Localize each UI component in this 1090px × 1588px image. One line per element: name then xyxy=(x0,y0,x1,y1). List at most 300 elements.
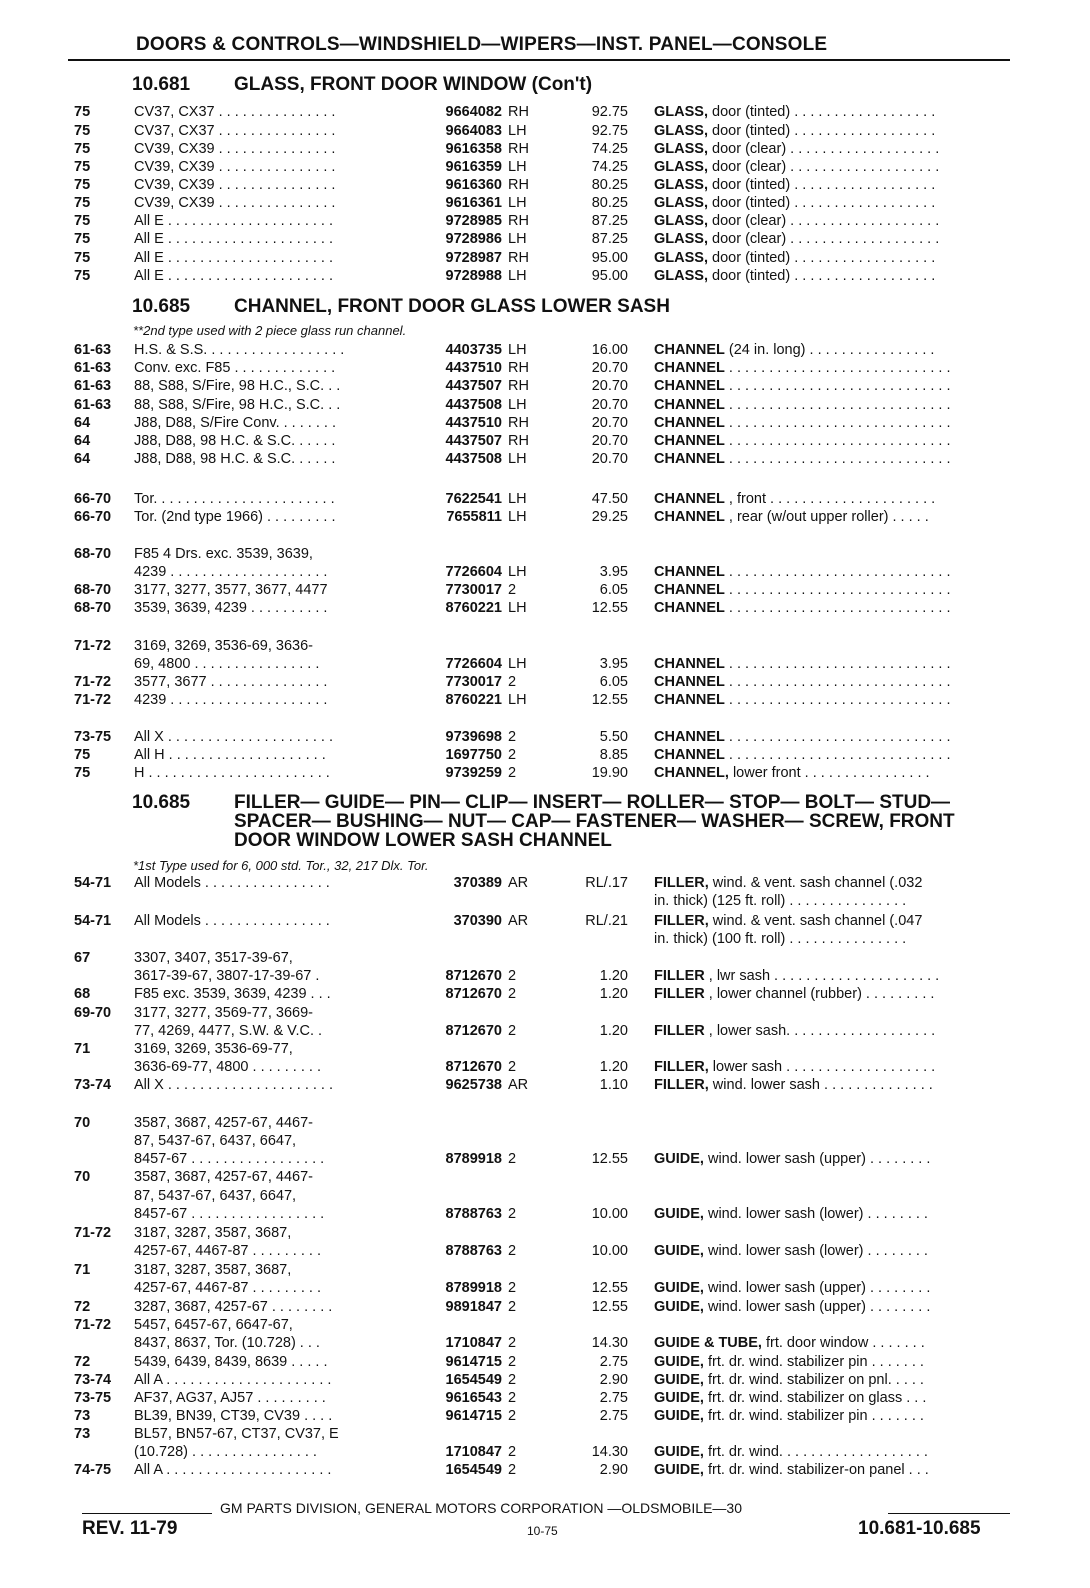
part-number-cell: 370389 xyxy=(453,875,502,891)
side-cell: 2 xyxy=(508,1299,517,1315)
part-number-cell: 9728985 xyxy=(445,213,502,229)
part-name: FILLER, xyxy=(654,913,709,929)
table-row xyxy=(0,545,1090,563)
part-name: GLASS, xyxy=(654,177,708,193)
part-number-cell: 4403735 xyxy=(445,342,502,358)
side-cell: LH xyxy=(508,231,527,247)
side-cell: 2 xyxy=(508,1243,517,1259)
model-cell: All Models . . . . . . . . . . . . . . . . xyxy=(134,875,330,891)
price-cell: 20.70 xyxy=(591,397,628,413)
table-row xyxy=(0,1279,1090,1297)
price-cell: 12.55 xyxy=(591,1280,628,1296)
part-name: CHANNEL xyxy=(654,509,725,525)
model-cell: BL39, BN39, CT39, CV39 . . . . xyxy=(134,1408,333,1424)
table-row xyxy=(0,930,1090,948)
model-cell: 8437, 8637, Tor. (10.728) . . . xyxy=(134,1335,320,1351)
table-row xyxy=(0,377,1090,395)
side-cell: 2 xyxy=(508,765,517,781)
year-cell: 61-63 xyxy=(74,360,112,376)
part-description: , lower channel (rubber) . . . . . . . . . xyxy=(704,986,935,1002)
table-row xyxy=(0,1425,1090,1443)
part-name: GUIDE, xyxy=(654,1299,704,1315)
part-description: wind. lower sash (upper) . . . . . . . . xyxy=(703,1151,931,1167)
price-cell: 12.55 xyxy=(591,1299,628,1315)
side-cell: RH xyxy=(508,360,529,376)
description-cell xyxy=(654,359,1012,377)
part-number-cell: 9664083 xyxy=(445,123,502,139)
side-cell: 2 xyxy=(508,1023,517,1039)
side-cell: 2 xyxy=(508,986,517,1002)
side-cell: LH xyxy=(508,397,527,413)
side-cell: 2 xyxy=(508,747,517,763)
price-cell: 47.50 xyxy=(591,491,628,507)
model-cell: All A . . . . . . . . . . . . . . . . . . . . . xyxy=(134,1462,332,1478)
part-description: wind. & vent. sash channel (.047 xyxy=(708,913,923,929)
part-description: wind. lower sash (upper) . . . . . . . . xyxy=(703,1299,931,1315)
table-row xyxy=(0,1187,1090,1205)
part-name: GLASS, xyxy=(654,123,708,139)
model-cell: 3187, 3287, 3587, 3687, xyxy=(134,1262,292,1278)
part-number-cell: 4437507 xyxy=(445,378,502,394)
description-cell xyxy=(654,432,1012,450)
model-cell: H.S. & S.S. . . . . . . . . . . . . . . . . . xyxy=(134,342,345,358)
side-cell: LH xyxy=(508,692,527,708)
part-name: CHANNEL xyxy=(654,433,725,449)
table-row xyxy=(0,450,1090,468)
table-row xyxy=(0,1334,1090,1352)
year-cell: 71-72 xyxy=(74,674,112,690)
description-cell xyxy=(654,892,1012,910)
part-description: . . . . . . . . . . . . . . . . . . . . . . . . . . . . xyxy=(724,582,951,598)
price-cell: 12.55 xyxy=(591,1151,628,1167)
side-cell: 2 xyxy=(508,1151,517,1167)
description-cell xyxy=(654,599,1012,617)
table-row xyxy=(0,728,1090,746)
part-description: frt. dr. wind. . . . . . . . . . . . . . . . . . . xyxy=(703,1444,928,1460)
table-row xyxy=(0,599,1090,617)
model-cell: 77, 4269, 4477, S.W. & V.C. . xyxy=(134,1023,323,1039)
part-number-cell: 7726604 xyxy=(445,656,502,672)
model-cell: CV39, CX39 . . . . . . . . . . . . . . . xyxy=(134,141,336,157)
side-cell: 2 xyxy=(508,1059,517,1075)
model-cell: Tor. (2nd type 1966) . . . . . . . . . xyxy=(134,509,336,525)
model-cell: All X . . . . . . . . . . . . . . . . . . . . . xyxy=(134,729,334,745)
price-cell: 74.25 xyxy=(591,159,628,175)
table-row xyxy=(0,341,1090,359)
price-cell: 1.20 xyxy=(599,1023,628,1039)
year-cell: 75 xyxy=(74,141,91,157)
part-number-cell: 1654549 xyxy=(445,1462,502,1478)
model-cell: All E . . . . . . . . . . . . . . . . . . . . . xyxy=(134,268,334,284)
part-number-cell: 7726604 xyxy=(445,564,502,580)
part-description: wind. & vent. sash channel (.032 xyxy=(708,875,923,891)
description-cell xyxy=(654,508,1012,526)
model-cell: 3169, 3269, 3536-69, 3636- xyxy=(134,638,313,654)
table-row xyxy=(0,1150,1090,1168)
part-description: frt. dr. wind. stabilizer-on panel . . . xyxy=(703,1462,929,1478)
price-cell: 1.20 xyxy=(599,986,628,1002)
table-row xyxy=(0,1040,1090,1058)
description-cell xyxy=(654,1407,1012,1425)
part-number-cell: 1710847 xyxy=(445,1335,502,1351)
part-number-cell: 8788763 xyxy=(445,1206,502,1222)
model-cell: 3187, 3287, 3587, 3687, xyxy=(134,1225,292,1241)
price-cell: 2.75 xyxy=(599,1354,628,1370)
year-cell: 61-63 xyxy=(74,378,112,394)
part-number-cell: 9614715 xyxy=(445,1354,502,1370)
part-name: CHANNEL xyxy=(654,360,725,376)
table-row xyxy=(0,1371,1090,1389)
price-cell: 92.75 xyxy=(591,104,628,120)
price-cell: 80.25 xyxy=(591,177,628,193)
year-cell: 75 xyxy=(74,231,91,247)
part-description: door (tinted) . . . . . . . . . . . . . . . . . . xyxy=(707,268,936,284)
side-cell: LH xyxy=(508,509,527,525)
side-cell: LH xyxy=(508,491,527,507)
part-description: . . . . . . . . . . . . . . . . . . . . . . . . . . . . xyxy=(724,433,951,449)
part-name: FILLER xyxy=(654,1023,705,1039)
description-cell xyxy=(654,1443,1012,1461)
part-number-cell: 1654549 xyxy=(445,1372,502,1388)
part-name: GUIDE, xyxy=(654,1354,704,1370)
price-cell: 1.20 xyxy=(599,1059,628,1075)
part-name: GLASS, xyxy=(654,231,708,247)
model-cell: All Models . . . . . . . . . . . . . . . . xyxy=(134,913,330,929)
page-number: 10-75 xyxy=(527,1524,558,1538)
part-name: FILLER xyxy=(654,986,705,1002)
part-number-cell: 9728987 xyxy=(445,250,502,266)
year-cell: 68-70 xyxy=(74,546,112,562)
side-cell: LH xyxy=(508,195,527,211)
price-cell: 14.30 xyxy=(591,1335,628,1351)
model-cell: 5439, 6439, 8439, 8639 . . . . . xyxy=(134,1354,328,1370)
year-cell: 71-72 xyxy=(74,1225,112,1241)
side-cell: 2 xyxy=(508,1372,517,1388)
part-description: . . . . . . . . . . . . . . . . . . . . . . . . . . . . xyxy=(724,674,951,690)
price-cell: 95.00 xyxy=(591,268,628,284)
table-row xyxy=(0,1114,1090,1132)
model-cell: 3587, 3687, 4257-67, 4467- xyxy=(134,1169,313,1185)
table-row xyxy=(0,563,1090,581)
side-cell: RH xyxy=(508,104,529,120)
year-cell: 75 xyxy=(74,159,91,175)
table-row xyxy=(0,1461,1090,1479)
part-number-cell: 4437510 xyxy=(445,415,502,431)
part-description: frt. dr. wind. stabilizer pin . . . . . . . xyxy=(703,1408,924,1424)
model-cell: 69, 4800 . . . . . . . . . . . . . . . . xyxy=(134,656,320,672)
table-row xyxy=(0,673,1090,691)
part-description: door (tinted) . . . . . . . . . . . . . . . . . . xyxy=(707,177,936,193)
section-title: GLASS, FRONT DOOR WINDOW (Con't) xyxy=(234,74,593,95)
side-cell: 2 xyxy=(508,1354,517,1370)
side-cell: LH xyxy=(508,342,527,358)
description-cell xyxy=(654,673,1012,691)
page-header: DOORS & CONTROLS—WINDSHIELD—WIPERS—INST. PANEL—CONSOLE xyxy=(136,34,828,55)
part-name: GUIDE, xyxy=(654,1372,704,1388)
description-cell xyxy=(654,1076,1012,1094)
table-row xyxy=(0,122,1090,140)
description-cell xyxy=(654,1205,1012,1223)
description-cell xyxy=(654,746,1012,764)
description-cell xyxy=(654,1461,1012,1479)
side-cell: 2 xyxy=(508,1335,517,1351)
description-cell xyxy=(654,212,1012,230)
part-number-cell: 9739698 xyxy=(445,729,502,745)
part-description: , lwr sash . . . . . . . . . . . . . . . . . . . . . xyxy=(704,968,940,984)
model-cell: 8457-67 . . . . . . . . . . . . . . . . . xyxy=(134,1206,325,1222)
side-cell: LH xyxy=(508,656,527,672)
model-cell: 3617-39-67, 3807-17-39-67 . xyxy=(134,968,320,984)
table-row xyxy=(0,874,1090,892)
table-row xyxy=(0,508,1090,526)
price-cell: 3.95 xyxy=(599,656,628,672)
side-cell: 2 xyxy=(508,582,517,598)
part-name: CHANNEL xyxy=(654,747,725,763)
price-cell: 19.90 xyxy=(591,765,628,781)
description-cell xyxy=(654,194,1012,212)
side-cell: RH xyxy=(508,433,529,449)
part-description: . . . . . . . . . . . . . . . . . . . . . . . . . . . . xyxy=(724,378,951,394)
year-cell: 68-70 xyxy=(74,582,112,598)
model-cell: Conv. exc. F85 . . . . . . . . . . . . . xyxy=(134,360,336,376)
description-cell xyxy=(654,563,1012,581)
price-cell: 16.00 xyxy=(591,342,628,358)
side-cell: 2 xyxy=(508,674,517,690)
part-description: frt. dr. wind. stabilizer on pnl. . . . . xyxy=(703,1372,924,1388)
table-row xyxy=(0,432,1090,450)
table-row xyxy=(0,1224,1090,1242)
side-cell: LH xyxy=(508,268,527,284)
table-row xyxy=(0,1407,1090,1425)
description-cell xyxy=(654,655,1012,673)
part-name: FILLER, xyxy=(654,875,709,891)
year-cell: 61-63 xyxy=(74,342,112,358)
description-cell xyxy=(654,1022,1012,1040)
table-row xyxy=(0,1022,1090,1040)
description-cell xyxy=(654,158,1012,176)
part-number-cell: 1710847 xyxy=(445,1444,502,1460)
year-cell: 67 xyxy=(74,950,91,966)
part-description: . . . . . . . . . . . . . . . . . . . . . . . . . . . . xyxy=(724,564,951,580)
year-cell: 71-72 xyxy=(74,638,112,654)
part-number-cell: 8712670 xyxy=(445,1059,502,1075)
year-cell: 64 xyxy=(74,415,91,431)
price-cell: 2.75 xyxy=(599,1408,628,1424)
section-title: FILLER— GUIDE— PIN— CLIP— INSERT— ROLLER— STOP— BOLT— STUD— SPACER— BUSHING— NUT— CAP— FASTENER— WASHER— SCREW, FRONT DOOR WINDOW LOWER SASH CHANNEL xyxy=(234,792,955,851)
table-row xyxy=(0,691,1090,709)
part-number-cell: 9616543 xyxy=(445,1390,502,1406)
part-description: . . . . . . . . . . . . . . . . . . . . . . . . . . . . xyxy=(724,451,951,467)
price-cell: 20.70 xyxy=(591,378,628,394)
part-number-cell: 9664082 xyxy=(445,104,502,120)
price-cell: 12.55 xyxy=(591,692,628,708)
year-cell: 64 xyxy=(74,451,91,467)
year-cell: 68 xyxy=(74,986,91,1002)
model-cell: AF37, AG37, AJ57 . . . . . . . . . xyxy=(134,1390,326,1406)
part-name: CHANNEL xyxy=(654,378,725,394)
table-row xyxy=(0,267,1090,285)
part-number-cell: 8789918 xyxy=(445,1280,502,1296)
part-name: CHANNEL xyxy=(654,600,725,616)
description-cell xyxy=(654,122,1012,140)
year-cell: 72 xyxy=(74,1299,91,1315)
year-cell: 75 xyxy=(74,747,91,763)
part-number-cell: 9614715 xyxy=(445,1408,502,1424)
price-cell: 80.25 xyxy=(591,195,628,211)
part-name: CHANNEL xyxy=(654,564,725,580)
part-description: . . . . . . . . . . . . . . . . . . . . . . . . . . . . xyxy=(724,415,951,431)
section-range: 10.681-10.685 xyxy=(858,1518,981,1539)
side-cell: AR xyxy=(508,1077,529,1093)
table-row xyxy=(0,967,1090,985)
part-description: door (clear) . . . . . . . . . . . . . . . . . . . xyxy=(707,231,940,247)
year-cell: 71 xyxy=(74,1262,91,1278)
table-row xyxy=(0,194,1090,212)
year-cell: 71-72 xyxy=(74,692,112,708)
model-cell: Tor. . . . . . . . . . . . . . . . . . . . . . . xyxy=(134,491,335,507)
part-description: . . . . . . . . . . . . . . . . . . . . . . . . . . . . xyxy=(724,692,951,708)
description-cell xyxy=(654,985,1012,1003)
model-cell: CV39, CX39 . . . . . . . . . . . . . . . xyxy=(134,159,336,175)
part-description: . . . . . . . . . . . . . . . . . . . . . . . . . . . . xyxy=(724,656,951,672)
part-name: CHANNEL xyxy=(654,692,725,708)
price-cell: RL/.21 xyxy=(585,913,628,929)
part-description: in. thick) (125 ft. roll) . . . . . . . . . . . . . . . xyxy=(654,893,907,909)
side-cell: 2 xyxy=(508,1390,517,1406)
description-cell xyxy=(654,764,1012,782)
table-row xyxy=(0,892,1090,910)
part-description: door (tinted) . . . . . . . . . . . . . . . . . . xyxy=(707,250,936,266)
price-cell: 20.70 xyxy=(591,433,628,449)
part-name: CHANNEL xyxy=(654,491,725,507)
part-description: , rear (w/out upper roller) . . . . . xyxy=(724,509,929,525)
table-row xyxy=(0,912,1090,930)
year-cell: 75 xyxy=(74,123,91,139)
part-description: . . . . . . . . . . . . . . . . . . . . . . . . . . . . xyxy=(724,729,951,745)
price-cell: 87.25 xyxy=(591,231,628,247)
part-number-cell: 4437508 xyxy=(445,451,502,467)
part-name: GUIDE, xyxy=(654,1390,704,1406)
table-row xyxy=(0,1353,1090,1371)
footer-rule xyxy=(82,1513,212,1514)
part-description: lower front . . . . . . . . . . . . . . . . xyxy=(728,765,930,781)
side-cell: 2 xyxy=(508,1280,517,1296)
part-name: GLASS, xyxy=(654,104,708,120)
part-description: door (clear) . . . . . . . . . . . . . . . . . . . xyxy=(707,141,940,157)
price-cell: 29.25 xyxy=(591,509,628,525)
description-cell xyxy=(654,930,1012,948)
section-heading-3 xyxy=(132,792,955,851)
year-cell: 73-75 xyxy=(74,1390,112,1406)
part-name: GUIDE, xyxy=(654,1206,704,1222)
price-cell: 20.70 xyxy=(591,360,628,376)
price-cell: 10.00 xyxy=(591,1206,628,1222)
model-cell: J88, D88, 98 H.C. & S.C. . . . . . xyxy=(134,433,336,449)
model-cell: 5457, 6457-67, 6647-67, xyxy=(134,1317,293,1333)
part-name: GUIDE & TUBE, xyxy=(654,1335,762,1351)
part-number-cell: 8760221 xyxy=(445,600,502,616)
model-cell: 3177, 3277, 3569-77, 3669- xyxy=(134,1005,313,1021)
year-cell: 54-71 xyxy=(74,875,112,891)
footer-rule xyxy=(888,1513,1010,1514)
year-cell: 73-75 xyxy=(74,729,112,745)
table-row xyxy=(0,103,1090,121)
description-cell xyxy=(654,450,1012,468)
part-name: GLASS, xyxy=(654,141,708,157)
model-cell: F85 exc. 3539, 3639, 4239 . . . xyxy=(134,986,331,1002)
year-cell: 66-70 xyxy=(74,491,112,507)
year-cell: 72 xyxy=(74,1354,91,1370)
model-cell: 8457-67 . . . . . . . . . . . . . . . . . xyxy=(134,1151,325,1167)
part-number-cell: 4437507 xyxy=(445,433,502,449)
year-cell: 68-70 xyxy=(74,600,112,616)
description-cell xyxy=(654,1150,1012,1168)
description-cell xyxy=(654,728,1012,746)
description-cell xyxy=(654,176,1012,194)
table-row xyxy=(0,985,1090,1003)
description-cell xyxy=(654,1371,1012,1389)
side-cell: RH xyxy=(508,141,529,157)
part-description: door (tinted) . . . . . . . . . . . . . . . . . . xyxy=(707,123,936,139)
table-row xyxy=(0,1298,1090,1316)
part-name: CHANNEL xyxy=(654,656,725,672)
part-name: GLASS, xyxy=(654,213,708,229)
model-cell: CV37, CX37 . . . . . . . . . . . . . . . xyxy=(134,104,336,120)
table-row xyxy=(0,1261,1090,1279)
table-row xyxy=(0,655,1090,673)
table-row xyxy=(0,158,1090,176)
model-cell: 3169, 3269, 3536-69-77, xyxy=(134,1041,293,1057)
year-cell: 73 xyxy=(74,1408,91,1424)
model-cell: 3539, 3639, 4239 . . . . . . . . . . xyxy=(134,600,328,616)
part-name: GLASS, xyxy=(654,195,708,211)
year-cell: 75 xyxy=(74,250,91,266)
price-cell: 14.30 xyxy=(591,1444,628,1460)
part-name: CHANNEL xyxy=(654,342,725,358)
table-row xyxy=(0,1004,1090,1022)
table-row xyxy=(0,230,1090,248)
part-number-cell: 8788763 xyxy=(445,1243,502,1259)
table-row xyxy=(0,1132,1090,1150)
part-name: GUIDE, xyxy=(654,1151,704,1167)
part-number-cell: 9625738 xyxy=(445,1077,502,1093)
part-number-cell: 8760221 xyxy=(445,692,502,708)
table-row xyxy=(0,1389,1090,1407)
year-cell: 73-74 xyxy=(74,1077,112,1093)
part-name: GUIDE, xyxy=(654,1444,704,1460)
part-number-cell: 9616358 xyxy=(445,141,502,157)
year-cell: 74-75 xyxy=(74,1462,112,1478)
part-name: FILLER, xyxy=(654,1077,709,1093)
part-number-cell: 7730017 xyxy=(445,674,502,690)
section-note: *1st Type used for 6, 000 std. Tor., 32, 217 Dlx. Tor. xyxy=(133,858,429,873)
description-cell xyxy=(654,396,1012,414)
part-description: frt. door window . . . . . . . xyxy=(761,1335,925,1351)
description-cell xyxy=(654,414,1012,432)
part-description: , front . . . . . . . . . . . . . . . . . . . . . xyxy=(724,491,936,507)
part-description: lower sash . . . . . . . . . . . . . . . . . . . xyxy=(708,1059,936,1075)
year-cell: 54-71 xyxy=(74,913,112,929)
side-cell: RH xyxy=(508,415,529,431)
part-name: FILLER, xyxy=(654,1059,709,1075)
description-cell xyxy=(654,1298,1012,1316)
price-cell: 20.70 xyxy=(591,415,628,431)
table-row xyxy=(0,746,1090,764)
model-cell: 3587, 3687, 4257-67, 4467- xyxy=(134,1115,313,1131)
section-number: 10.681 xyxy=(132,74,191,95)
description-cell xyxy=(654,341,1012,359)
model-cell: All E . . . . . . . . . . . . . . . . . . . . . xyxy=(134,250,334,266)
